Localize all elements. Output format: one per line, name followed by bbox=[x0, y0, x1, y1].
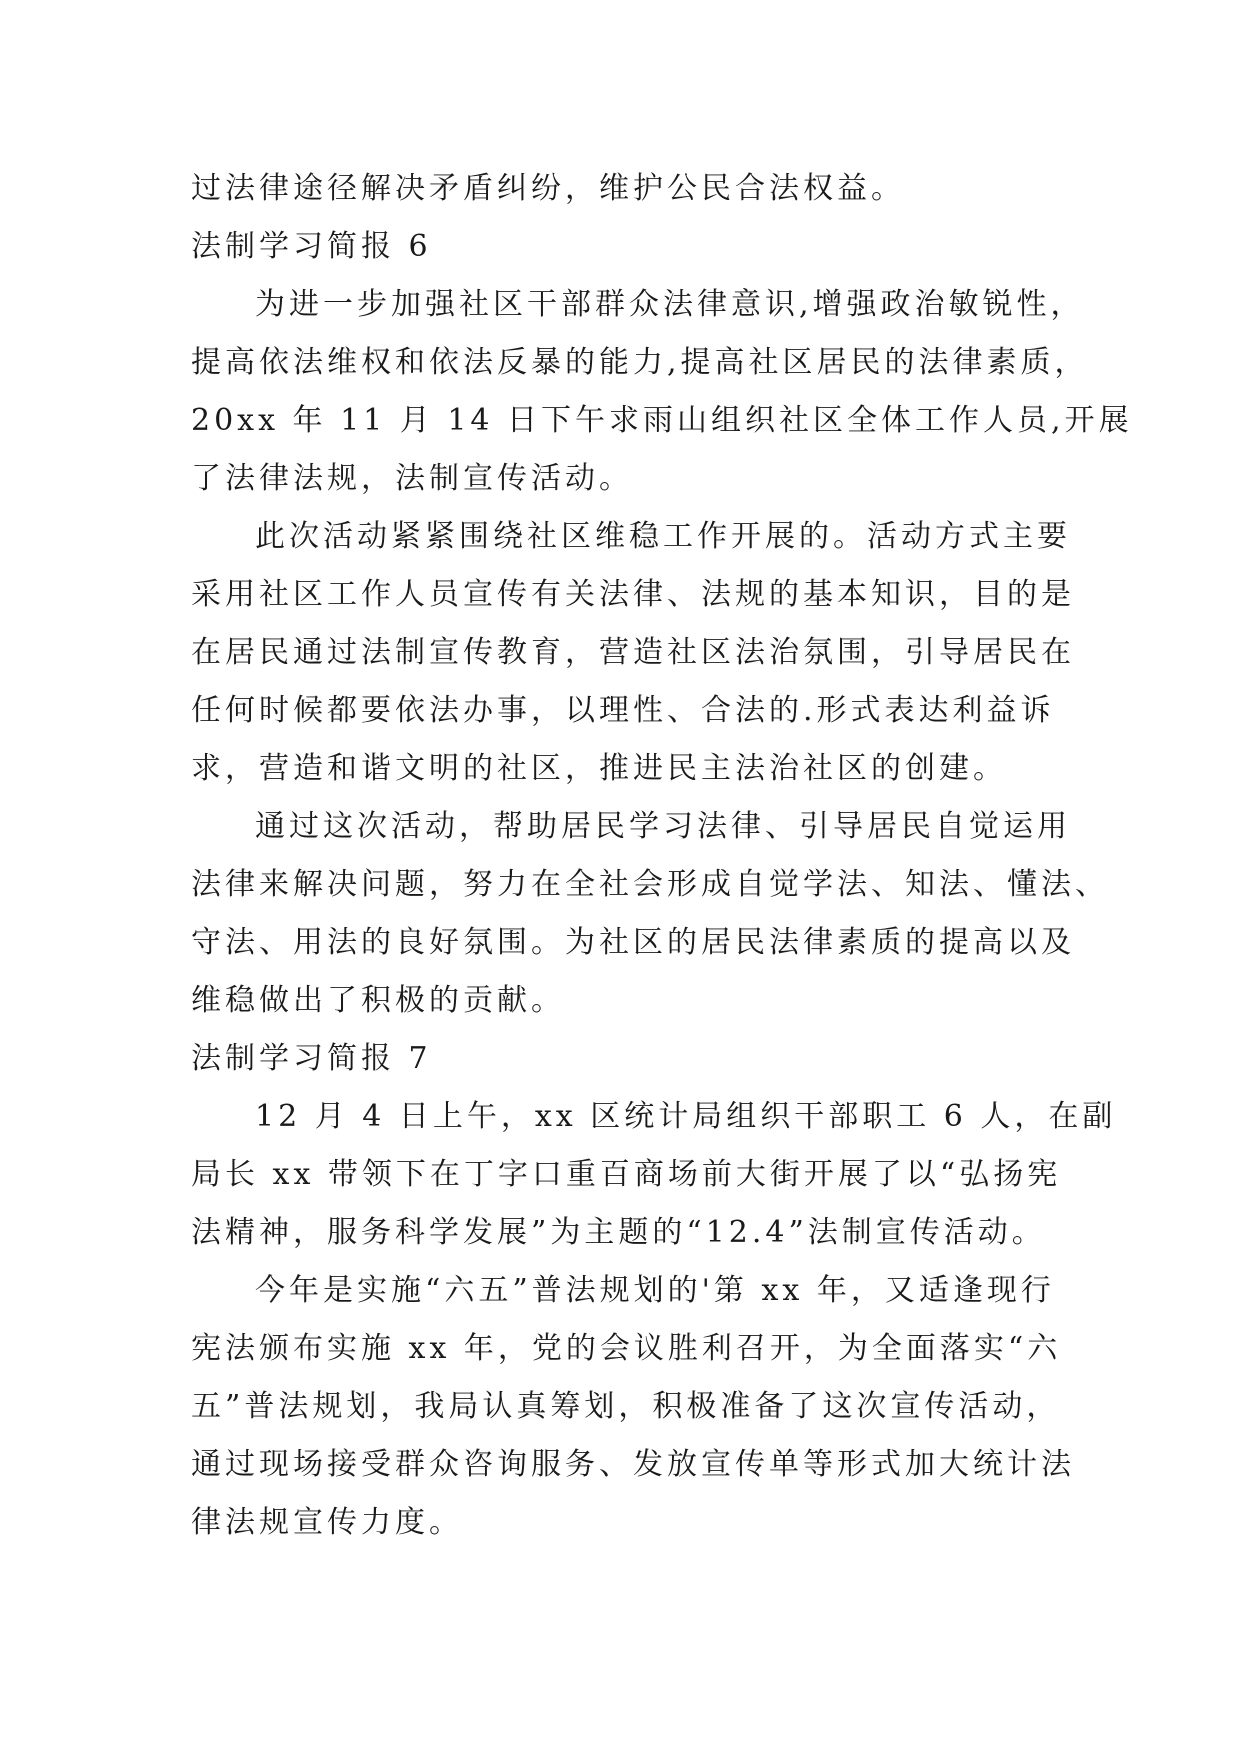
text-line: 过法律途径解决矛盾纠纷，维护公民合法权益。 bbox=[191, 171, 905, 206]
text-line: 12 月 4 日上午，xx 区统计局组织干部职工 6 人，在副 bbox=[255, 1099, 1117, 1134]
text-line: 采用社区工作人员宣传有关法律、法规的基本知识，目的是 bbox=[191, 577, 1075, 612]
document-body bbox=[191, 160, 1133, 1552]
text-line: 通过这次活动，帮助居民学习法律、引导居民自觉运用 bbox=[255, 809, 1071, 844]
text-line: 宪法颁布实施 xx 年，党的会议胜利召开，为全面落实“六 bbox=[191, 1331, 1062, 1366]
text-line: 任何时候都要依法办事，以理性、合法的.形式表达利益诉 bbox=[191, 693, 1055, 728]
text-line: 为进一步加强社区干部群众法律意识,增强政治敏锐性， bbox=[255, 287, 1085, 322]
section-heading: 法制学习简报 7 bbox=[191, 1041, 432, 1076]
text-line: 法精神，服务科学发展”为主题的“12.4”法制宣传活动。 bbox=[191, 1215, 1046, 1250]
text-line: 通过现场接受群众咨询服务、发放宣传单等形式加大统计法 bbox=[191, 1447, 1075, 1482]
text-line: 守法、用法的良好氛围。为社区的居民法律素质的提高以及 bbox=[191, 925, 1075, 960]
text-line: 今年是实施“六五”普法规划的'第 xx 年，又适逢现行 bbox=[255, 1273, 1055, 1308]
text-line: 律法规宣传力度。 bbox=[191, 1505, 463, 1540]
text-line: 20xx 年 11 月 14 日下午求雨山组织社区全体工作人员,开展 bbox=[191, 403, 1133, 438]
text-line: 局长 xx 带领下在丁字口重百商场前大街开展了以“弘扬宪 bbox=[191, 1157, 1062, 1192]
text-line: 维稳做出了积极的贡献。 bbox=[191, 983, 565, 1018]
text-line: 提高依法维权和依法反暴的能力,提高社区居民的法律素质， bbox=[191, 345, 1089, 380]
text-line: 法律来解决问题，努力在全社会形成自觉学法、知法、懂法、 bbox=[191, 867, 1109, 902]
section-heading: 法制学习简报 6 bbox=[191, 229, 432, 264]
text-line: 在居民通过法制宣传教育，营造社区法治氛围，引导居民在 bbox=[191, 635, 1075, 670]
text-line: 了法律法规，法制宣传活动。 bbox=[191, 461, 633, 496]
text-line: 五”普法规划，我局认真筹划，积极准备了这次宣传活动， bbox=[191, 1389, 1061, 1424]
text-line: 求，营造和谐文明的社区，推进民主法治社区的创建。 bbox=[191, 751, 1007, 786]
text-line: 此次活动紧紧围绕社区维稳工作开展的。活动方式主要 bbox=[255, 519, 1071, 554]
